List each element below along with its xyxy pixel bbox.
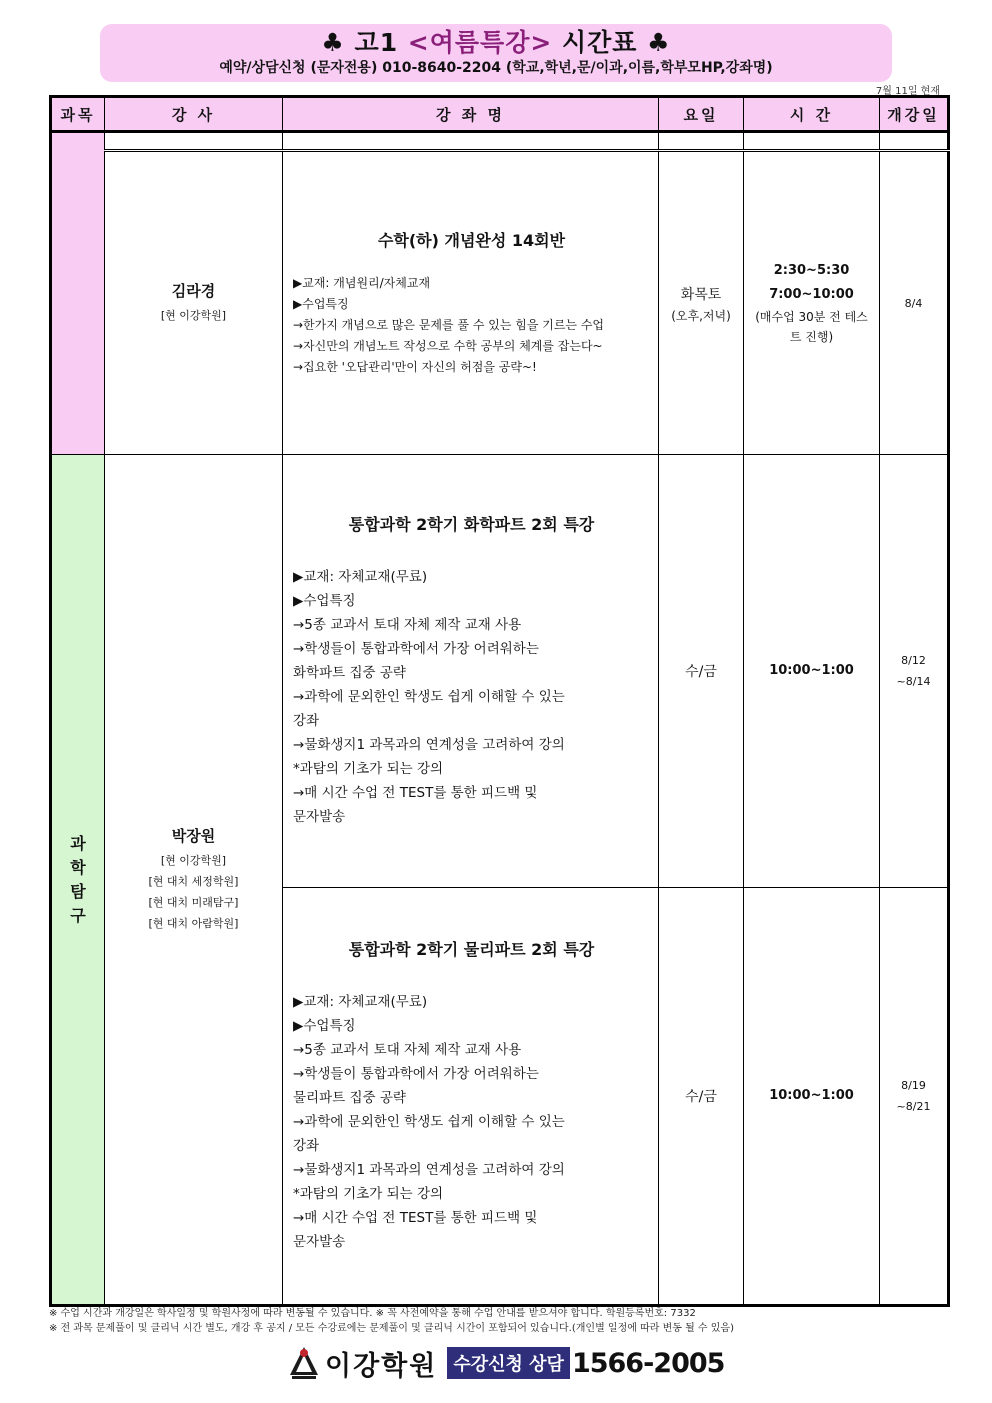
contact-subtitle: 예약/상담신청 (문자전용) 010-8640-2204 (학교,학년,문/이과,이름,학부모HP,강좌명) — [219, 60, 773, 76]
teacher-affiliation: [현 이강학원] — [160, 854, 227, 868]
course-line: →학생들이 통합과학에서 가장 어려워하는 — [293, 641, 539, 658]
table-header-row — [51, 97, 949, 132]
course-line: 문자발송 — [293, 1234, 346, 1251]
col-header-teacher: 강 사 — [105, 97, 283, 132]
teacher-affiliation: [현 이강학원] — [160, 309, 227, 323]
course-line: *과탐의 기초가 되는 강의 — [293, 1186, 444, 1203]
page-title — [100, 28, 892, 58]
course-line: →한가지 개념으로 많은 문제를 풀 수 있는 힘을 기르는 수업 — [293, 318, 605, 333]
days-cell — [659, 151, 744, 455]
footnote-line: ※ 수업 시간과 개강일은 학사일정 및 학원사정에 따라 변동될 수 있습니다. ※ 꼭 사전예약을 통해 수업 안내를 받으셔야 합니다. 학원등록번호: 7332 — [49, 1308, 696, 1319]
subject-char: 탐 — [70, 881, 86, 901]
teacher-name: 김라경 — [171, 282, 216, 301]
course-line: →5종 교과서 토대 자체 제작 교재 사용 — [293, 617, 522, 634]
title-highlight: <여름특강> — [407, 28, 553, 57]
subject-char: 학 — [70, 857, 86, 877]
course-line: 물리파트 집중 공략 — [293, 1090, 406, 1107]
col-header-subject: 과목 — [51, 97, 105, 132]
teacher-affiliation: [현 대치 미래탐구] — [148, 896, 239, 910]
start-date: 8/4 — [904, 296, 923, 310]
subject-cell-math — [51, 132, 105, 455]
footnote-line: ※ 전 과목 문제풀이 및 클리닉 시간 별도, 개강 후 공지 / 모든 수강료에는 문제풀이 및 클리닉 시간이 포함되어 있습니다.(개인별 일정에 따라 변동 될 수 있음) — [49, 1323, 734, 1334]
subject-char: 과 — [70, 833, 86, 853]
start-date-cell — [880, 887, 949, 1305]
start-date: 8/19 — [901, 1078, 926, 1092]
teacher-cell — [105, 151, 283, 455]
course-line: →5종 교과서 토대 자체 제작 교재 사용 — [293, 1042, 522, 1059]
days-value: 수/금 — [685, 1088, 717, 1105]
course-cell — [283, 151, 659, 455]
table-row — [51, 151, 949, 455]
footnotes — [49, 1306, 949, 1336]
course-line: ▶수업특징 — [293, 1018, 356, 1035]
days-cell — [659, 455, 744, 887]
days-cell — [659, 887, 744, 1305]
time-cell — [744, 151, 880, 455]
title-banner — [100, 24, 892, 82]
course-line: →물화생지1 과목과의 연계성을 고려하여 강의 — [293, 1162, 565, 1179]
course-line: 강좌 — [293, 1138, 320, 1155]
time-cell — [744, 887, 880, 1305]
table-row — [51, 455, 949, 887]
teacher-name: 박장원 — [171, 827, 216, 846]
start-date: 8/12 — [901, 653, 926, 667]
col-header-start: 개강일 — [880, 97, 949, 132]
start-date-cell — [880, 151, 949, 455]
days-value: 화목토 — [680, 286, 722, 303]
start-date-end: ~8/14 — [896, 674, 931, 688]
schedule-table — [49, 95, 950, 1307]
course-cell — [283, 887, 659, 1305]
title-prefix: ♣ 고1 — [321, 28, 408, 57]
time-value: 7:00~10:00 — [769, 287, 854, 303]
academy-logo-icon — [287, 1345, 321, 1381]
course-line: 문자발송 — [293, 809, 346, 826]
course-title: 수학(하) 개념완성 14회반 — [377, 231, 566, 251]
course-line: →학생들이 통합과학에서 가장 어려워하는 — [293, 1066, 539, 1083]
course-line: 화학파트 집중 공략 — [293, 665, 406, 682]
course-line: ▶수업특징 — [293, 593, 356, 610]
course-title: 통합과학 2학기 화학파트 2회 특강 — [348, 515, 595, 535]
course-line: ▶교재: 자체교재(무료) — [293, 569, 428, 586]
col-header-time: 시 간 — [744, 97, 880, 132]
time-value: 2:30~5:30 — [773, 263, 850, 279]
course-line: →매 시간 수업 전 TEST를 통한 피드백 및 — [293, 785, 538, 802]
teacher-cell — [105, 455, 283, 1306]
days-note: (오후,저녁) — [671, 308, 731, 323]
course-line: ▶수업특징 — [293, 297, 349, 312]
start-date-end: ~8/21 — [896, 1099, 931, 1113]
course-line: →과학에 문외한인 학생도 쉽게 이해할 수 있는 — [293, 689, 565, 706]
course-line: →매 시간 수업 전 TEST를 통한 피드백 및 — [293, 1210, 538, 1227]
course-line: →과학에 문외한인 학생도 쉽게 이해할 수 있는 — [293, 1114, 565, 1131]
course-line: ▶교재: 자체교재(무료) — [293, 994, 428, 1011]
spacer-row — [51, 132, 949, 151]
teacher-affiliation: [현 대치 세정학원] — [148, 875, 239, 889]
academy-name: 이강학원 — [325, 1350, 438, 1382]
footer-brand — [287, 1343, 724, 1383]
time-value: 10:00~1:00 — [769, 1087, 854, 1103]
course-line: →자신만의 개념노트 작성으로 수학 공부의 체계를 잡는다~ — [293, 339, 603, 354]
course-line: →집요한 '오답관리'만이 자신의 허점을 공략~! — [293, 360, 537, 375]
course-line: ▶교재: 개념원리/자체교재 — [293, 276, 431, 291]
enroll-consult-badge: 수강신청 상담 — [447, 1347, 570, 1379]
course-title: 통합과학 2학기 물리파트 2회 특강 — [348, 940, 595, 960]
date-note: 7월 11일 현재 — [875, 86, 940, 97]
time-note: (매수업 30분 전 테스트 진행) — [755, 310, 868, 345]
course-line: 강좌 — [293, 713, 320, 730]
subject-char: 구 — [70, 905, 86, 925]
course-line: *과탐의 기초가 되는 강의 — [293, 761, 444, 778]
subject-cell-science — [51, 455, 105, 1306]
teacher-affiliation: [현 대치 아람학원] — [148, 917, 239, 931]
course-cell — [283, 455, 659, 887]
phone-number: 1566-2005 — [571, 1347, 725, 1379]
time-cell — [744, 455, 880, 887]
title-suffix: 시간표 ♣ — [552, 28, 671, 57]
start-date-cell — [880, 455, 949, 887]
col-header-course: 강 좌 명 — [283, 97, 659, 132]
col-header-days: 요일 — [659, 97, 744, 132]
days-value: 수/금 — [685, 663, 717, 680]
course-line: →물화생지1 과목과의 연계성을 고려하여 강의 — [293, 737, 565, 754]
time-value: 10:00~1:00 — [769, 662, 854, 678]
